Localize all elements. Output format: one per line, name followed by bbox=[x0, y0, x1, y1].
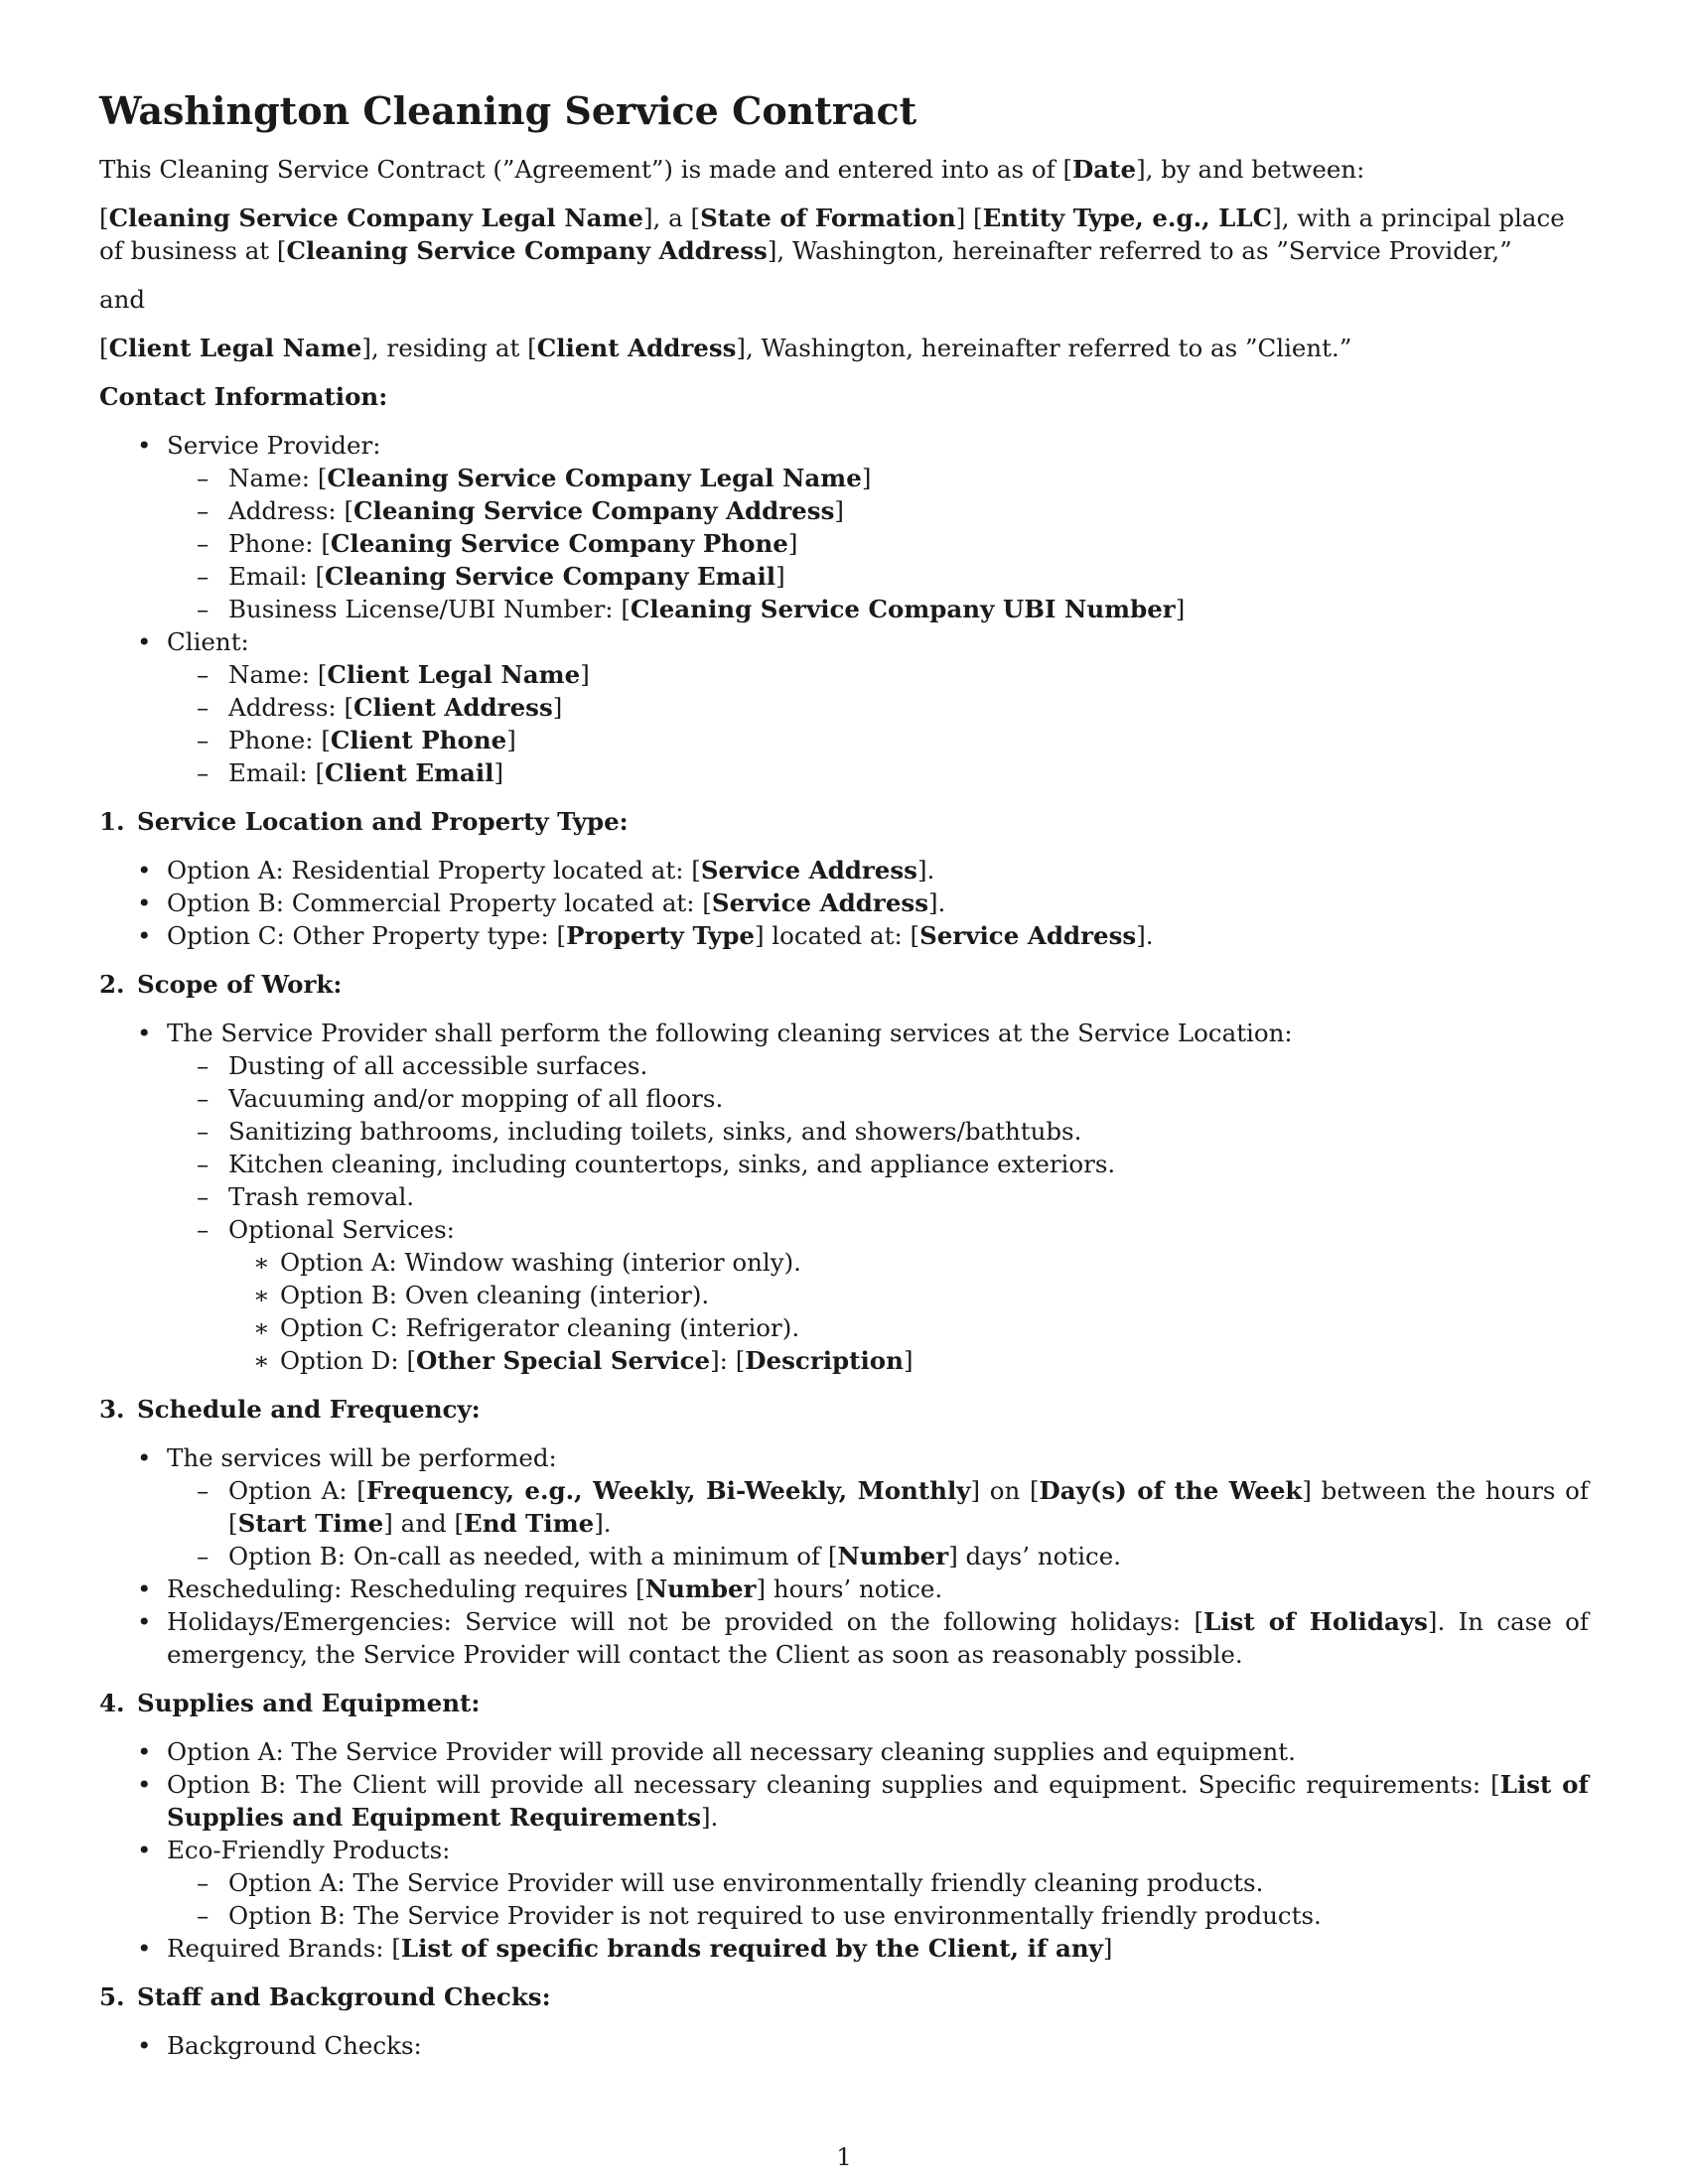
list-item: ∗ Option C: Refrigerator cleaning (interior). bbox=[228, 1311, 1589, 1344]
list-item: – Email: [Cleaning Service Company Email] bbox=[167, 560, 1589, 593]
and-text: and bbox=[99, 285, 146, 314]
document-page bbox=[99, 87, 1589, 2078]
list-item: – Business License/UBI Number: [Cleaning Service Company UBI Number] bbox=[167, 593, 1589, 625]
list-item: • Option A: Residential Property located at: [Service Address]. bbox=[99, 854, 1589, 887]
contact-list bbox=[99, 429, 1589, 789]
list-item: ∗ Option B: Oven cleaning (interior). bbox=[228, 1279, 1589, 1311]
list-item: – Phone: [Client Phone] bbox=[167, 724, 1589, 756]
list-item: – Phone: [Cleaning Service Company Phone] bbox=[167, 527, 1589, 560]
list-item: – Option B: The Service Provider is not required to use environmentally friendly products. bbox=[167, 1899, 1589, 1932]
list-item: • Client: – Name: [Client Legal Name] – Address: [Client Address] – Phone: [Client Phone] – Email: [Client Email] bbox=[99, 625, 1589, 789]
list-item: – Optional Services: ∗ Option A: Window washing (interior only). ∗ Option B: Oven cleaning (interior). ∗ Option C: Refrigerator cleaning (interior). ∗ Option D: [Other Special Service]: [Description] bbox=[167, 1213, 1589, 1377]
client-paragraph: [Client Legal Name], residing at [Client Address], Washington, hereinafter referred to as ”Client.” bbox=[99, 334, 1352, 362]
list-item: – Option B: On-call as needed, with a minimum of [Number] days’ notice. bbox=[167, 1540, 1589, 1572]
list-item: • Option C: Other Property type: [Property Type] located at: [Service Address]. bbox=[99, 919, 1589, 952]
section-3-list bbox=[99, 1441, 1589, 1671]
page-number: 1 bbox=[836, 2142, 852, 2171]
list-item: – Vacuuming and/or mopping of all floors. bbox=[167, 1082, 1589, 1115]
section-5-heading: 5. Staff and Background Checks: bbox=[99, 1982, 551, 2011]
list-item: – Kitchen cleaning, including countertops, sinks, and appliance exteriors. bbox=[167, 1148, 1589, 1180]
section-2-heading: 2. Scope of Work: bbox=[99, 970, 343, 999]
list-item: • Background Checks: bbox=[99, 2029, 1589, 2062]
list-item: ∗ Option D: [Other Special Service]: [Description] bbox=[228, 1344, 1589, 1377]
section-4-heading: 4. Supplies and Equipment: bbox=[99, 1689, 481, 1717]
provider-paragraph: [Cleaning Service Company Legal Name], a [State of Formation] [Entity Type, e.g., LLC], with a principal place of business at [Cleaning Service Company Address], Washington, hereinafter referred to as ”Service Provider,” bbox=[99, 204, 1565, 265]
section-1-list bbox=[99, 854, 1589, 952]
contact-heading: Contact Information: bbox=[99, 382, 388, 411]
intro-paragraph: This Cleaning Service Contract (”Agreement”) is made and entered into as of [Date], by and between: bbox=[99, 155, 1365, 184]
section-4-list bbox=[99, 1735, 1589, 1965]
list-item: ∗ Option A: Window washing (interior only). bbox=[228, 1246, 1589, 1279]
list-item: – Option A: [Frequency, e.g., Weekly, Bi-Weekly, Monthly] on [Day(s) of the Week] between the hours of [Start Time] and [End Time]. bbox=[167, 1474, 1589, 1540]
list-item: – Sanitizing bathrooms, including toilets, sinks, and showers/bathtubs. bbox=[167, 1115, 1589, 1148]
section-2-list bbox=[99, 1017, 1589, 1377]
date-placeholder: Date bbox=[1072, 155, 1137, 184]
list-item: – Email: [Client Email] bbox=[167, 756, 1589, 789]
list-item: – Name: [Cleaning Service Company Legal Name] bbox=[167, 462, 1589, 494]
document-title: Washington Cleaning Service Contract bbox=[99, 88, 917, 133]
list-item: – Address: [Client Address] bbox=[167, 691, 1589, 724]
list-item: • Required Brands: [List of specific brands required by the Client, if any] bbox=[99, 1932, 1589, 1965]
list-item: • Service Provider: – Name: [Cleaning Service Company Legal Name] – Address: [Cleaning Service Company Address] – Phone: [Cleaning Service Company Phone] – Email: [Cleaning Service Company Email] – Business License/UBI Number: [Cleaning Service Company UBI Number] bbox=[99, 429, 1589, 625]
list-item: • The services will be performed: – Option A: [Frequency, e.g., Weekly, Bi-Weekly, Monthly] on [Day(s) of the Week] between the hours of [Start Time] and [End Time]. – Option B: On-call as needed, with a minimum of [Number] days’ notice. bbox=[99, 1441, 1589, 1572]
list-item: • Option B: Commercial Property located at: [Service Address]. bbox=[99, 887, 1589, 919]
list-item: • Rescheduling: Rescheduling requires [Number] hours’ notice. bbox=[99, 1572, 1589, 1605]
list-item: – Dusting of all accessible surfaces. bbox=[167, 1049, 1589, 1082]
list-item: • Option A: The Service Provider will provide all necessary cleaning supplies and equipment. bbox=[99, 1735, 1589, 1768]
list-item: • Option B: The Client will provide all necessary cleaning supplies and equipment. Specific requirements: [List of Supplies and Equipment Requirements]. bbox=[99, 1768, 1589, 1834]
list-item: – Option A: The Service Provider will use environmentally friendly cleaning products. bbox=[167, 1866, 1589, 1899]
list-item: – Trash removal. bbox=[167, 1180, 1589, 1213]
list-item: • The Service Provider shall perform the following cleaning services at the Service Location: – Dusting of all accessible surfaces. – Vacuuming and/or mopping of all floors. – Sanitizing bathrooms, including toilets, sinks, and showers/bathtubs. – Kitchen cleaning, including countertops, sinks, and appliance exteriors. – Trash removal. – Optional Services: ∗ Option A: Window washing (interior only). ∗ Option B: Oven cleaning (interior). ∗ Option C: Refrigerator cleaning (interior). ∗ Option D: [Other Special Service]: [Description] bbox=[99, 1017, 1589, 1377]
list-item: • Eco-Friendly Products: – Option A: The Service Provider will use environmentally friendly cleaning products. – Option B: The Service Provider is not required to use environmentally friendly products. bbox=[99, 1834, 1589, 1932]
section-5-list bbox=[99, 2029, 1589, 2062]
section-3-heading: 3. Schedule and Frequency: bbox=[99, 1395, 481, 1424]
section-1-heading: 1. Service Location and Property Type: bbox=[99, 807, 629, 836]
list-item: • Holidays/Emergencies: Service will not be provided on the following holidays: [List of Holidays]. In case of emergency, the Service Provider will contact the Client as soon as reasonably possible. bbox=[99, 1605, 1589, 1671]
list-item: – Address: [Cleaning Service Company Address] bbox=[167, 494, 1589, 527]
list-item: – Name: [Client Legal Name] bbox=[167, 658, 1589, 691]
